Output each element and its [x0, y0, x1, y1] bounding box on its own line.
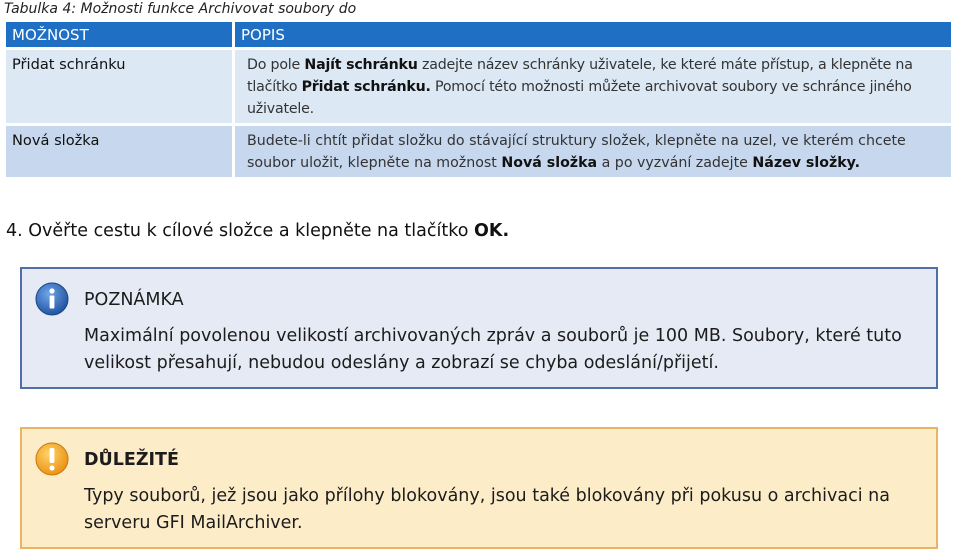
ok-button-reference: OK. [474, 221, 510, 241]
option-description [235, 123, 954, 177]
options-table [6, 22, 954, 177]
table-caption: Tabulka 4: Možnosti funkce Archivovat soubory do [4, 1, 357, 17]
note-box [20, 267, 938, 389]
warning-icon [34, 441, 70, 477]
bold-term: Nová složka [501, 155, 598, 171]
option-name: Nová složka [6, 123, 235, 177]
description-text: Do pole [247, 57, 305, 73]
important-box [20, 427, 938, 549]
info-icon [34, 281, 70, 317]
table-row [6, 47, 954, 123]
step-number: 4. [6, 221, 23, 241]
option-name: Přidat schránku [6, 47, 235, 123]
column-header-option: MOŽNOST [6, 22, 235, 47]
column-header-description: POPIS [235, 22, 954, 47]
step-instruction [6, 218, 509, 244]
important-body: Typy souborů, jež jsou jako přílohy blokovány, jsou také blokovány při pokusu o archivaci na serveru GFI MailArchiver. [84, 486, 890, 533]
bold-term: Najít schránku [304, 57, 418, 73]
note-title: POZNÁMKA [84, 290, 184, 310]
table-header-row [6, 22, 954, 47]
bold-term: Název složky. [752, 155, 861, 171]
bold-term: Přidat schránku. [301, 79, 431, 95]
step-text: Ověřte cestu k cílové složce a klepněte na tlačítko [28, 221, 469, 241]
description-text: Budete-li chtít přidat složku do stávající struktury složek, klepněte na uzel, ve kterém chcete soubor uložit, klepněte na možnost [247, 133, 906, 171]
table-row [6, 123, 954, 177]
option-description [235, 47, 954, 123]
important-title: DŮLEŽITÉ [84, 450, 179, 470]
description-text: Pomocí této možnosti můžete archivovat soubory ve schránce jiného uživatele. [247, 79, 912, 117]
description-text: a po vyzvání zadejte [597, 155, 753, 171]
description-text: zadejte název schránky uživatele, ke které máte přístup, a klepněte na tlačítko [247, 57, 913, 95]
note-body: Maximální povolenou velikostí archivovaných zpráv a souborů je 100 MB. Soubory, které tuto velikost přesahují, nebudou odeslány a zobrazí se chyba odeslání/přijetí. [84, 326, 902, 373]
